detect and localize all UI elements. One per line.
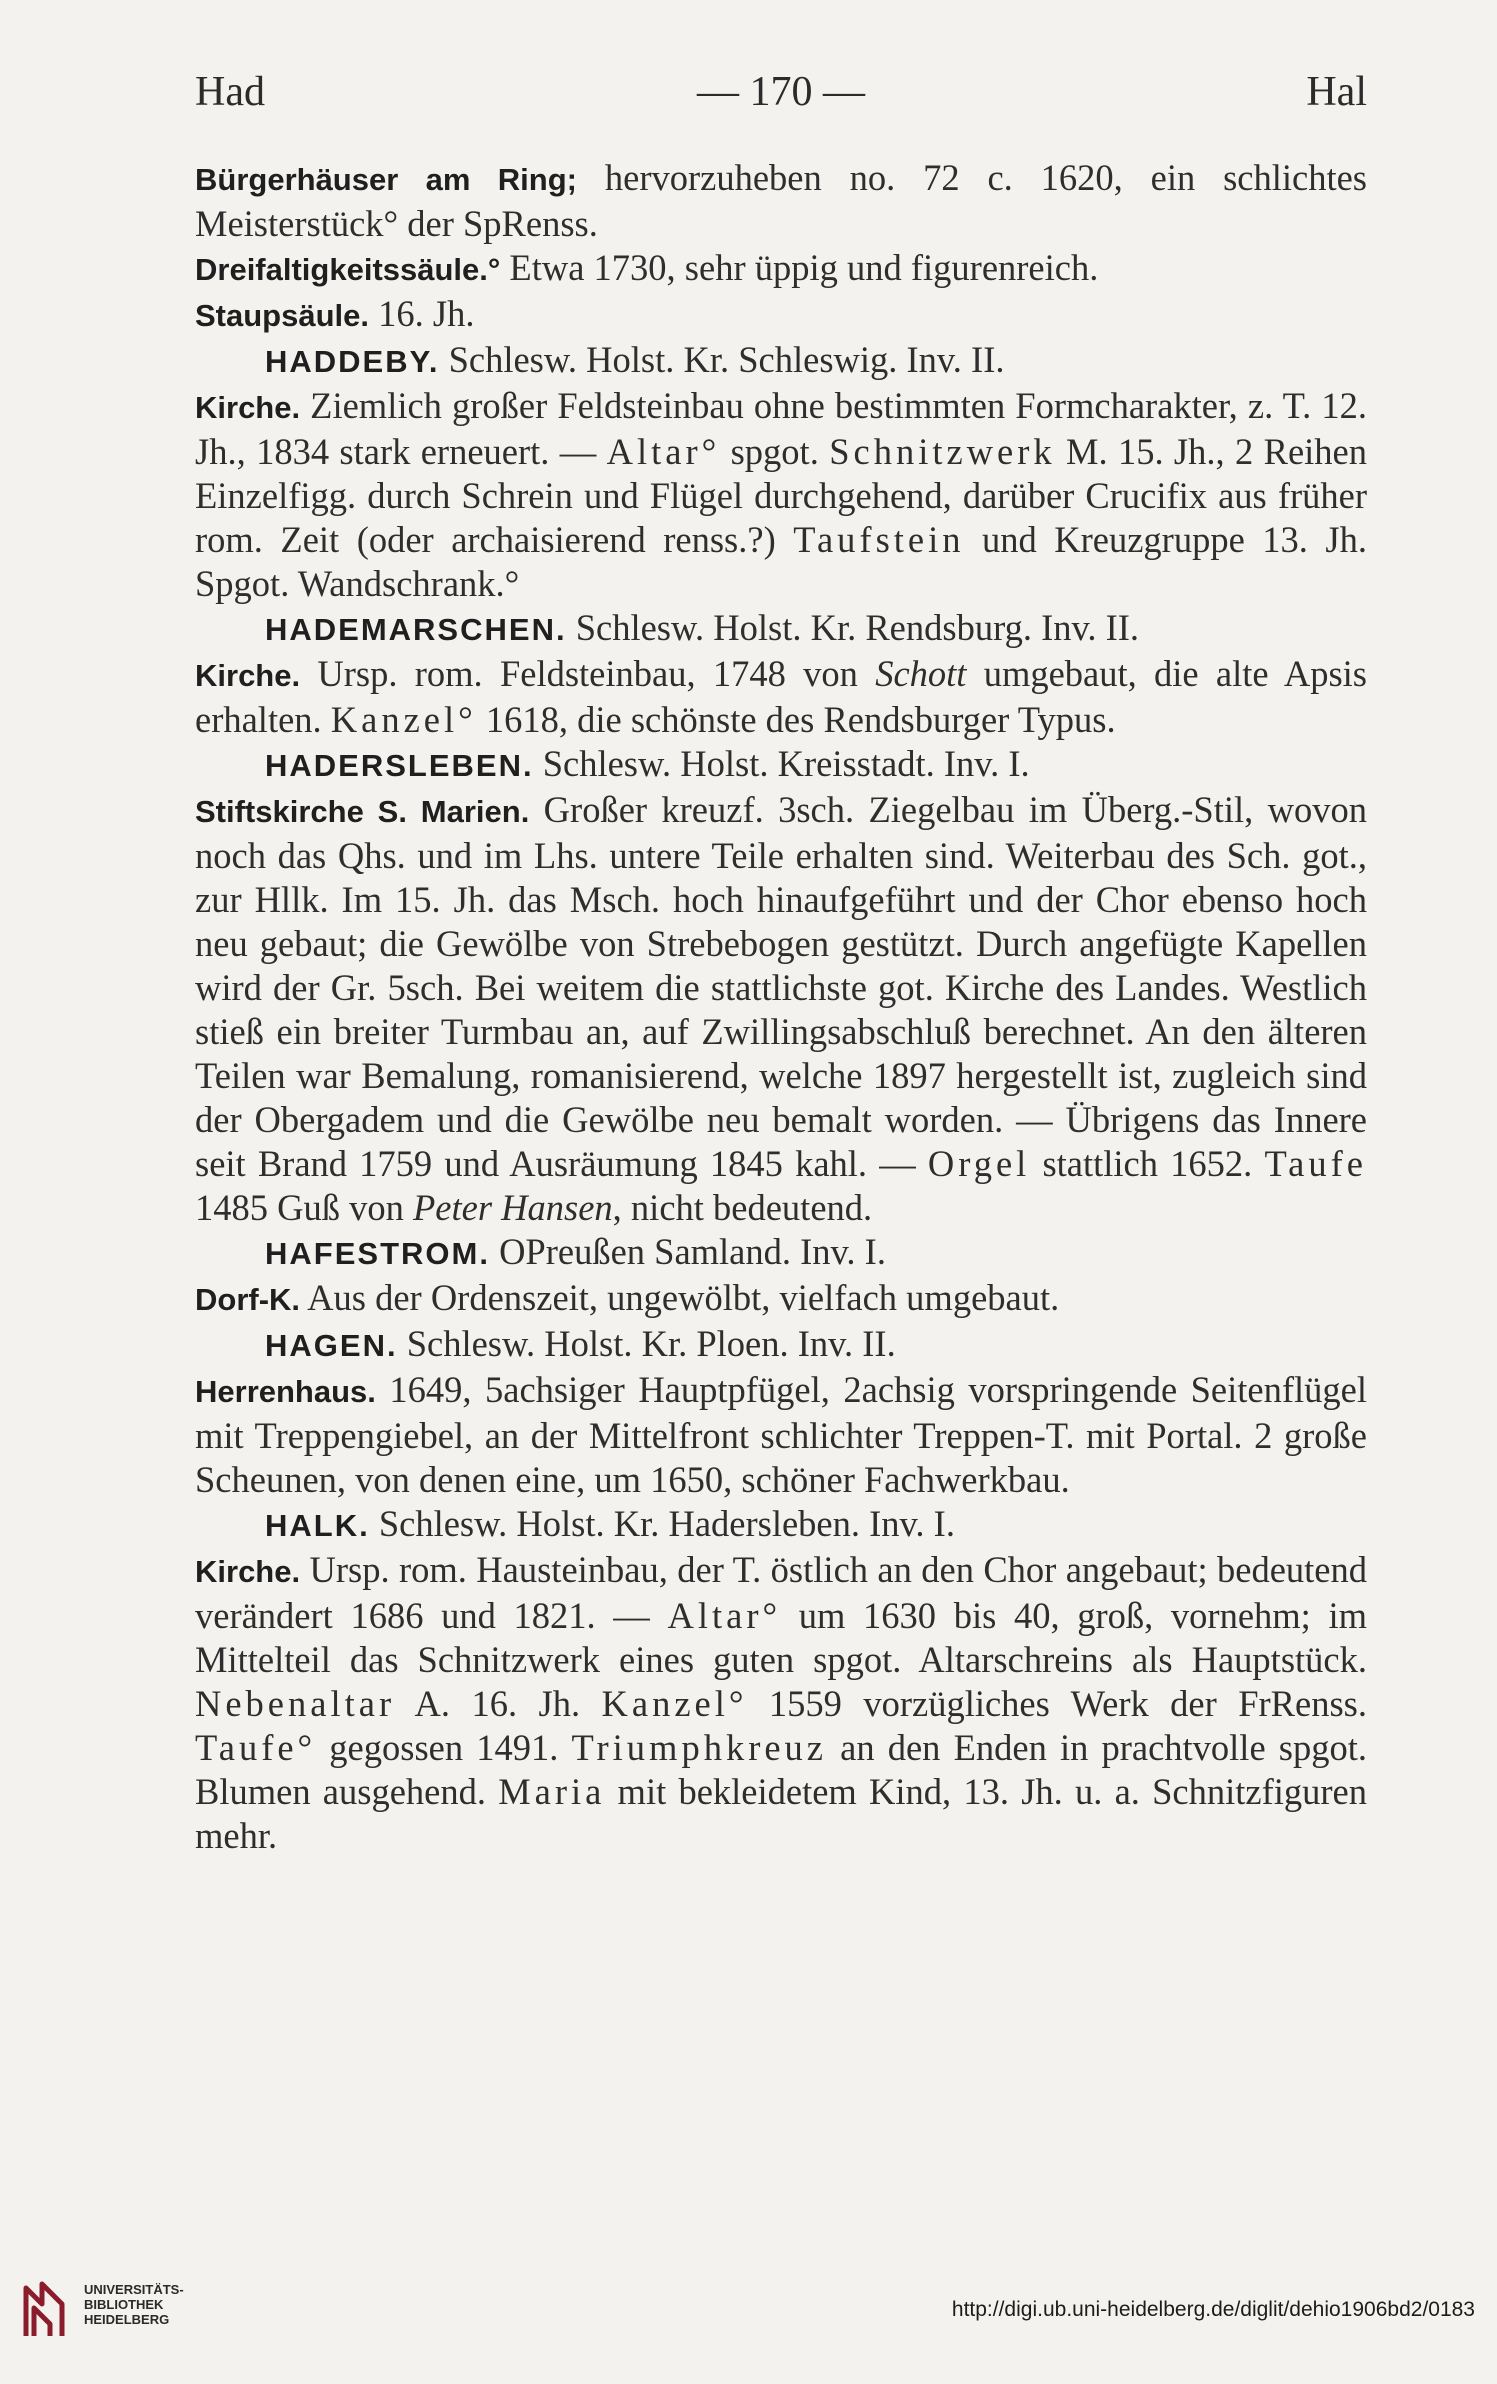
entry-text: hervorzuheben no. 72 c. 1620, ein schlichtes Meisterstück° der SpRenss. xyxy=(195,157,1368,244)
place-name: HADDEBY. xyxy=(265,344,440,379)
entry-text: Schlesw. Holst. Kr. Rendsburg. Inv. II. xyxy=(566,607,1140,648)
place-heading xyxy=(195,1502,1367,1548)
entry-lead: Bürgerhäuser am Ring; xyxy=(195,162,577,197)
entry-text: Ursp. rom. Feldsteinbau, 1748 von xyxy=(300,653,876,694)
entry-text: Ziemlich großer Feldsteinbau ohne bestimmten Formcharakter, z. T. 12. Jh., 1834 stark erneuert. — xyxy=(195,385,1367,472)
spaced-term: Taufe° xyxy=(195,1727,317,1768)
page-footer xyxy=(0,2270,1497,2370)
entry-text: 1618, die schönste des Rendsburger Typus. xyxy=(476,699,1116,740)
entry-paragraph xyxy=(195,292,1367,338)
spaced-term: Altar° xyxy=(606,431,721,472)
entry-paragraph xyxy=(195,1368,1367,1502)
entry-text: und Kreuzgruppe 13. Jh. Spgot. Wandschrank.° xyxy=(195,519,1367,604)
entry-text: Etwa 1730, sehr üppig und figurenreich. xyxy=(500,247,1099,288)
entry-lead: Kirche. xyxy=(195,1554,301,1589)
logo-line: HEIDELBERG xyxy=(84,2312,170,2327)
entry-paragraph xyxy=(195,1276,1367,1322)
entry-text: spgot. xyxy=(720,431,830,472)
spaced-term: Orgel xyxy=(927,1143,1031,1184)
entry-text: Schlesw. Holst. Kr. Schleswig. Inv. II. xyxy=(439,339,1005,380)
entry-text: Großer kreuzf. 3sch. Ziegelbau im Überg.-Stil, wovon noch das Qhs. und im Lhs. untere Teile erhalten sind. Weiterbau des Sch. got., zur Hllk. Im 15. Jh. das Msch. hoch hinaufgeführt und der Chor ebenso hoch neu gebaut; die Gewölbe von Strebebogen gestützt. Durch angefügte Kapellen wird der Gr. 5sch. Bei weitem die stattlichste got. Kirche des Landes. Westlich stieß ein breiter Turmbau an, auf Zwillingsabschluß berechnet. An den älteren Teilen war Bemalung, romanisierend, welche 1897 hergestellt ist, zugleich sind der Obergadem und die Gewölbe neu bemalt worden. — Übrigens das Innere seit Brand 1759 und Ausräumung 1845 kahl. — xyxy=(195,789,1367,1184)
text-body xyxy=(195,156,1367,1858)
entry-lead: Dreifaltigkeitssäule.° xyxy=(195,252,501,287)
spaced-term: Schnitzwerk xyxy=(829,431,1056,472)
logo-line: BIBLIOTHEK xyxy=(84,2297,164,2312)
entry-text: , nicht bedeutend. xyxy=(612,1187,873,1228)
entry-text: umgebaut, die alte Apsis erhalten. xyxy=(195,653,1367,740)
entry-paragraph xyxy=(195,384,1367,606)
entry-text: 1559 vorzügliches Werk der FrRenss. xyxy=(747,1683,1367,1724)
place-name: HALK. xyxy=(265,1508,370,1543)
place-heading xyxy=(195,606,1367,652)
source-url-link[interactable]: http://digi.ub.uni-heidelberg.de/diglit/dehio1906bd2/0183 xyxy=(951,2298,1475,2321)
entry-lead: Dorf-K. xyxy=(195,1282,301,1317)
place-name: HADERSLEBEN. xyxy=(265,748,534,783)
entry-text: Aus der Ordenszeit, ungewölbt, vielfach umgebaut. xyxy=(300,1277,1060,1318)
spaced-term: Taufstein xyxy=(793,519,965,560)
entry-paragraph xyxy=(195,246,1367,292)
entry-paragraph xyxy=(195,156,1367,246)
library-logo-icon xyxy=(20,2280,68,2340)
place-heading xyxy=(195,338,1367,384)
entry-text: Ursp. rom. Hausteinbau, der T. östlich an den Chor angebaut; bedeutend verändert 1686 und 1821. — xyxy=(195,1549,1367,1636)
place-heading xyxy=(195,1322,1367,1368)
spaced-term: Kanzel° xyxy=(330,699,477,740)
entry-text: um 1630 bis 40, groß, vornehm; im Mittelteil das Schnitzwerk eines guten spgot. Altarschreins als Hauptstück. xyxy=(195,1595,1367,1680)
entry-text: M. 15. Jh., 2 Reihen Einzelfigg. durch Schrein und Flügel durchgehend, darüber Crucifix aus früher rom. Zeit (oder archaisierend renss.?) xyxy=(195,431,1367,560)
spaced-term: Nebenaltar xyxy=(195,1683,396,1724)
entry-text: Schlesw. Holst. Kr. Hadersleben. Inv. I. xyxy=(369,1503,955,1544)
entry-text: A. 16. Jh. xyxy=(395,1683,602,1724)
library-logo-text xyxy=(84,2282,184,2327)
spaced-term: Kanzel° xyxy=(601,1683,748,1724)
artist-name: Peter Hansen xyxy=(412,1187,613,1228)
running-head-left: Had xyxy=(195,69,265,115)
entry-text: stattlich 1652. xyxy=(1030,1143,1265,1184)
entry-text: 1649, 5achsiger Hauptpfügel, 2achsig vorspringende Seitenflügel mit Treppengiebel, an der Mittelfront schlichter Treppen-T. mit Portal. 2 große Scheunen, von denen eine, um 1650, schöner Fachwerkbau. xyxy=(195,1369,1367,1500)
entry-lead: Stiftskirche S. Marien. xyxy=(195,794,530,829)
entry-text: mit bekleidetem Kind, 13. Jh. u. a. Schnitzfiguren mehr. xyxy=(195,1771,1367,1856)
entry-text: OPreußen Samland. Inv. I. xyxy=(489,1231,886,1272)
entry-lead: Herrenhaus. xyxy=(195,1374,376,1409)
place-heading xyxy=(195,1230,1367,1276)
entry-text: gegossen 1491. xyxy=(316,1727,572,1768)
entry-text: an den Enden in prachtvolle spgot. Blumen ausgehend. xyxy=(195,1727,1368,1812)
logo-line: UNIVERSITÄTS- xyxy=(84,2282,184,2297)
entry-paragraph xyxy=(195,1548,1367,1858)
place-name: HADEMARSCHEN. xyxy=(265,612,567,647)
entry-lead: Kirche. xyxy=(195,390,301,425)
entry-text: Schlesw. Holst. Kreisstadt. Inv. I. xyxy=(533,743,1030,784)
artist-name: Schott xyxy=(875,653,967,694)
running-head-right: Hal xyxy=(1306,69,1367,115)
entry-paragraph xyxy=(195,788,1367,1230)
entry-lead: Kirche. xyxy=(195,658,301,693)
page-number: — 170 — xyxy=(697,69,865,115)
spaced-term: Taufe xyxy=(1264,1143,1367,1184)
entry-lead: Staupsäule. xyxy=(195,298,369,333)
place-heading xyxy=(195,742,1367,788)
place-name: HAGEN. xyxy=(265,1328,398,1363)
spaced-term: Maria xyxy=(498,1771,606,1812)
entry-text: Schlesw. Holst. Kr. Ploen. Inv. II. xyxy=(397,1323,896,1364)
entry-paragraph xyxy=(195,652,1367,742)
entry-text: 16. Jh. xyxy=(369,293,475,334)
place-name: HAFESTROM. xyxy=(265,1236,490,1271)
spaced-term: Altar° xyxy=(667,1595,782,1636)
entry-text: 1485 Guß von xyxy=(195,1187,413,1228)
spaced-term: Triumphkreuz xyxy=(571,1727,828,1768)
